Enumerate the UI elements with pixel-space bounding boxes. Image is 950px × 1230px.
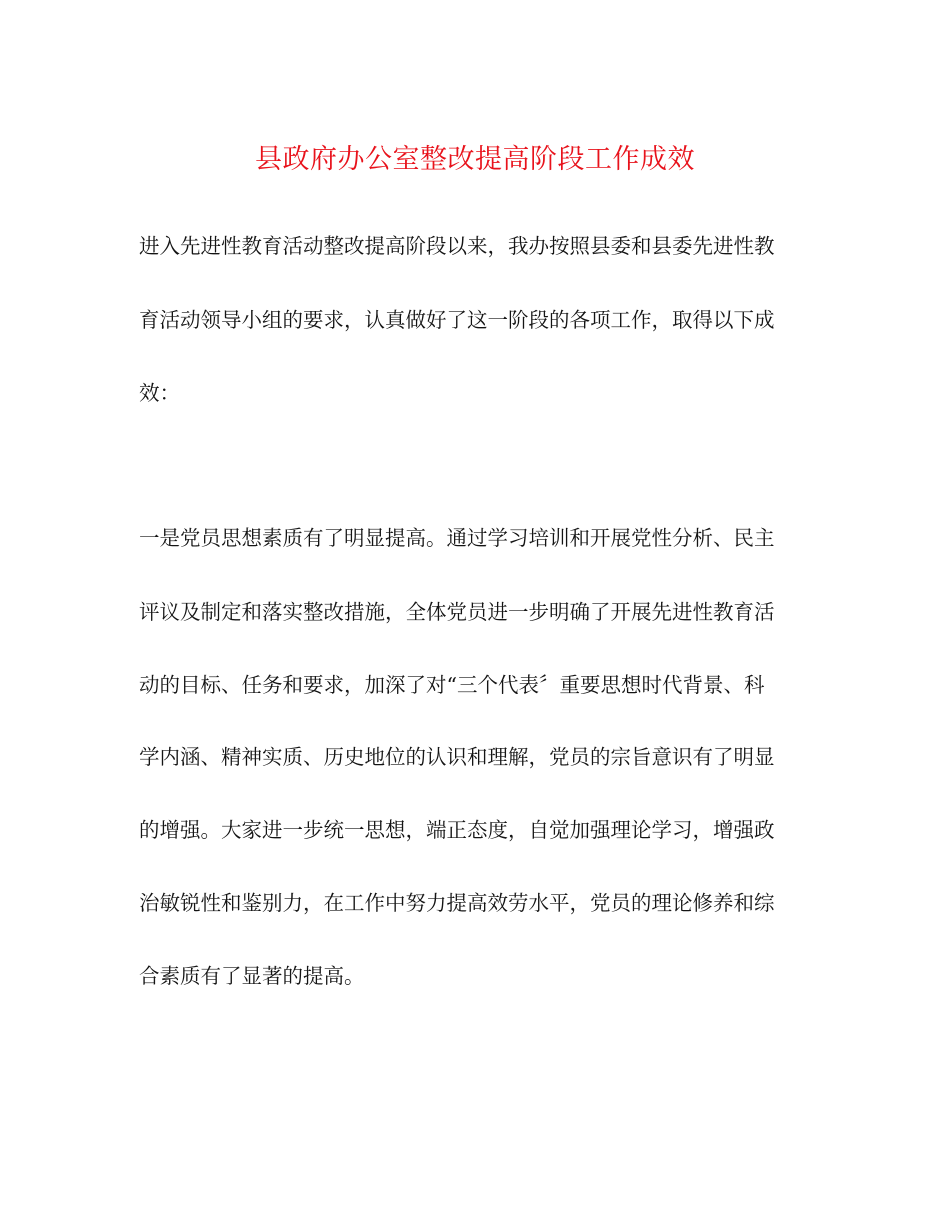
paragraph-2-line-6: 治敏锐性和鉴别力，在工作中努力提高效劳水平，党员的理论修养和综	[139, 891, 775, 915]
paragraph-2-line-1: 一是党员思想素质有了明显提高。通过学习培训和开展党性分析、民主	[139, 526, 775, 550]
paragraph-2-line-2: 评议及制定和落实整改措施，全体党员进一步明确了开展先进性教育活	[139, 600, 775, 624]
paragraph-2-line-4: 学内涵、精神实质、历史地位的认识和理解，党员的宗旨意识有了明显	[139, 745, 775, 769]
paragraph-2-line-7: 合素质有了显著的提高。	[139, 964, 365, 988]
paragraph-1-line-1: 进入先进性教育活动整改提高阶段以来，我办按照县委和县委先进性教	[139, 234, 775, 258]
paragraph-2-line-3: 动的目标、任务和要求，加深了对“三个代表〞重要思想时代背景、科	[139, 673, 765, 697]
document-title: 县政府办公室整改提高阶段工作成效	[255, 144, 695, 175]
paragraph-1-line-2: 育活动领导小组的要求，认真做好了这一阶段的各项工作，取得以下成	[139, 308, 775, 332]
paragraph-1-line-3: 效：	[139, 381, 180, 405]
paragraph-2-line-5: 的增强。大家进一步统一思想，端正态度，自觉加强理论学习，增强政	[139, 818, 775, 842]
